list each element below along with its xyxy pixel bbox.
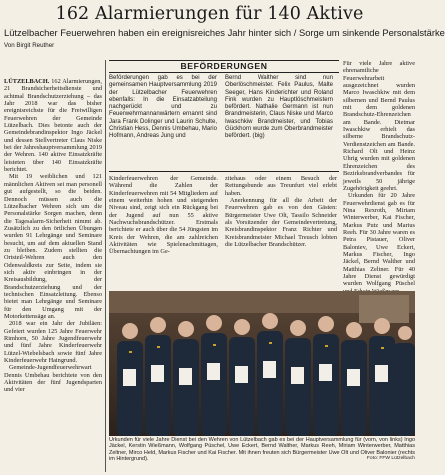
- article-column-2: [109, 175, 218, 287]
- article-column-1: [4, 78, 102, 472]
- lead-text: 162 Alarmierungen, 21 Brandsicherheitsdienste und achtmal Brandschutzerziehung – das Jahr 2018 war das bisher ereignisreichste für die Freiwilligen Feuerwehren der Gemeinde Lützelbach. Dies betonte auch der Gemeindebrandinspektor Ingo Jäckel und dessen Stellvertreter Claus Niske bei der Jahreshauptversammlung 2019 der Wehren. 140 aktive Einsatzkräfte leisteten über 140 Einsatzkräfte berichtet.: [4, 78, 102, 174]
- info-box-title: BEFÖRDERUNGEN: [109, 60, 339, 73]
- paragraph: Urkunden für 20 Jahre Feuerwehrdienst gab es für Nina Rexroth, Miriam Winterwerber, Kai Fischer, Markus Putz und Marius Reeh. Für 30 Jahre waren es Petra Pistauer, Oliver Baloniev, Uwe Eckert, Markus Fischer, Ingo Jäckel, Bernd Walther und Matthias Zeltner. Für 40 Jahre Dienst gewürdigt wurden Wolfgang Püschel: [343, 192, 415, 288]
- caption-text: Urkunden für viele Jahre Dienst bei den Wehren von Lützelbach gab es bei der Hauptversammlung für (vorn, von links) Ingo Jäckel, Kerstin Wießmann, Wolfgang Püschel, Uwe Eckert, Bernd Walther, Markus Reeh, Miriam Winterwerber, Matthias Zeltner, Mirco Held, Markus Fischer und Kai Fischer. Mit ihnen freuten sich Bürgermeister Uwe Olt und Oliver Balonier (rechts im Hintergrund).: [109, 437, 415, 463]
- paragraph: Gemeinde-Jugendfeuerwehrwart Dennis Umbehau berichtete von den Aktivitäten der fünf Jugendsparten und vier: [4, 364, 102, 394]
- info-box: [109, 75, 339, 169]
- lead-paragraph: [4, 78, 102, 173]
- paragraph: Mit 19 weiblichen und 121 männlichen Aktiven sei man personell gut aufgestellt, so die beiden. Dennoch müssen auch die Lützelbacher Wehren sich um die Personalstärke Sorgen machen, denn die Tagesalarm-Sicherheit nimmt ab. Zusätzlich zu den örtlichen Übungen wurden 91 Lehrgänge und Seminare besucht, um auf dem aktuellen Stand zu bleiben. Zudem stellten die Ortsteil-Wehren auch den Odenwaldkreis zur Seite, indem sie sich aktiv einbringen in der Kreisausbildung, der Brandschutzerziehung und der technischen Einsatzleitung. Ebenso bietet man Lehrgänge und Seminare für den Umgang mit der Motorkettensäge an.: [4, 173, 102, 320]
- paragraph: Anerkennung für all die Arbeit der Feuerwehren gab es von den Gästen: Bürgermeister Uwe Olt, Tassilo Schneider als Vorsitzender der Gemeindevertretung, Kreisbrandinspektor Franz Richter und Kreisbrandmeister Michael Treusch lobten die Lützelbacher Brandschützer.: [225, 197, 337, 249]
- paragraph: Für viele Jahre aktive ehrenamtliche Feuerwehrarbeit ausgezeichnet wurden Marco Iwaschkiw mit dem silbernen und Bernd Paulus mit dem goldenen Brandschutz-Ehrenzeichen am Bande. Dietmar Iwaschkiw erhielt das silberne Brandschutz-Verdienstzeichen am Bande. Richard Olt und Heinz Uhrig wurden mit goldenen Ehrenzeichen des Bezirksbrandverbandes für jeweils 50 jährige Zugehörigkeit geehrt.: [343, 60, 415, 192]
- info-box-text: Bernd Walther sind nun Oberlöschmeister. Felix Paulus, Malte Seeger, Hans Kinderichter und Roland Fink wurden zu Hauptlöschmeistern befördert. Nathalie Germann ist nun Brandmeisterin, Claus Niske und Marco Iwaschkiw Brandmeister, und Tobias Gückhorn wurde zum Oberbrandmeister befördert. (big): [225, 75, 333, 140]
- dateline: LÜTZELBACH.: [4, 78, 50, 85]
- info-box-text: Beförderungen gab es bei der gemeinsamen Hauptversammlung 2019 der Lützelbacher Feuerwehren ebenfalls: In die Einsatzabteilung nachgerückt und zu Feuerwehrmannanwärtern ernannt sind Jara Frank Dolinger und Laurin Schulte, Christian Hess, Dennis Umbehau, Mario Hofmann, Andreas Jung und: [109, 75, 217, 140]
- subheadline: Lützelbacher Feuerwehren haben ein ereignisreiches Jahr hinter sich / Sorge um sinkende Personalstärke: [4, 27, 445, 38]
- paragraph: 2018 war ein Jahr der Jubiläen: Gefeiert wurden 125 Jahre Feuerwehr Rimhorn, 50 Jahre Jugendfeuerwehr und fünf Jahre Kinderfeuerwehr Lützel-Wiebelsbach sowie fünf Jahre Kinderfeuerwehr Haingrund.: [4, 320, 102, 365]
- article-column-3: [225, 175, 337, 287]
- info-box-column-right: [225, 75, 333, 141]
- article-column-4: [343, 60, 415, 288]
- paragraph: zitehaus oder einem Besuch der Rettungsbunde aus Treunfurt viel erlebt haben.: [225, 175, 337, 197]
- photo-credit: Foto: FFW Lützelbach: [366, 456, 415, 462]
- column-divider: [105, 60, 106, 472]
- info-box-rule: [109, 171, 339, 172]
- paragraph: Kinderfeuerwehren der Gemeinde. Während die Zahlen der Kinderfeuerwehren mit 54 Mitgliedern auf einem weiterhin hohen und steigenden Niveau sind, zeigt sich ein Rückgang bei der Jugend auf nun 55 aktive Nachwuchsbrandschützer. Erstmals berichtete er auch über die 54 Jüngsten im Kreis der Wehren, die am zahlreichen Aktivitäten wie Spielenachmittagen, Übernachtungen im Ge-: [109, 175, 218, 256]
- group-photo-illustration: [109, 291, 415, 436]
- photo-caption: [109, 437, 415, 463]
- byline: Von Birgit Reuther: [4, 42, 55, 49]
- group-photo: [109, 291, 415, 436]
- info-box-column-left: [109, 75, 217, 141]
- headline: 162 Alarmierungen für 140 Aktive: [55, 4, 364, 24]
